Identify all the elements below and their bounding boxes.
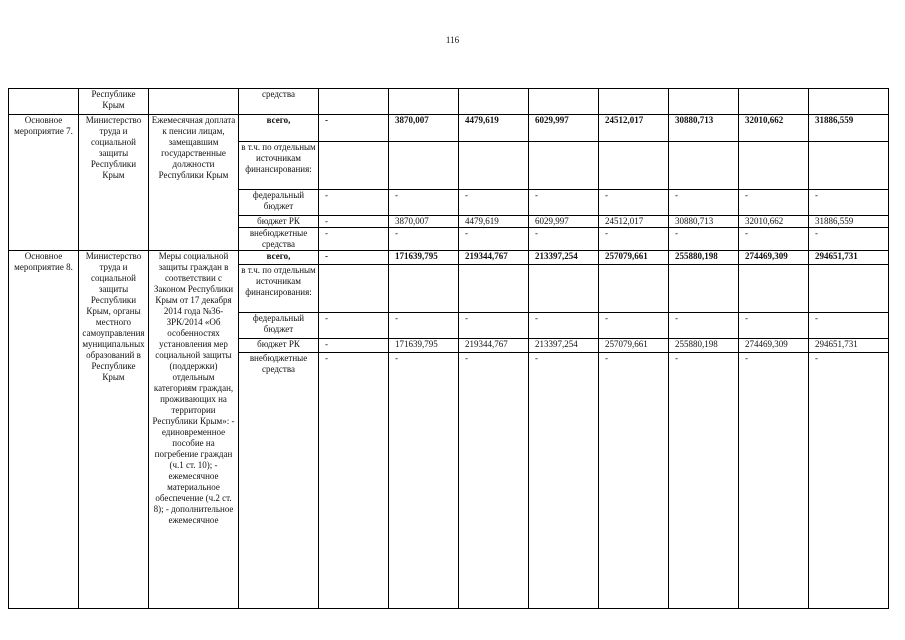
value-cell-dash: - (319, 339, 389, 353)
page-number: 116 (445, 35, 460, 45)
value-cell: - (389, 228, 459, 251)
value-cell: - (389, 190, 459, 216)
value-cell (739, 142, 809, 190)
value-cell-dash: - (319, 313, 389, 339)
event-cell: Основное мероприятие 8. (9, 251, 79, 609)
value-cell: 294651,731 (809, 339, 889, 353)
value-cell: 31886,559 (809, 115, 889, 142)
value-cell: 32010,662 (739, 216, 809, 228)
event-name-cell: Меры социальной защиты граждан в соответствии с Законом Республики Крым от 17 декабря 2014 года №36-ЗРК/2014 «Об особенностях установления мер социальной защиты (поддержки) отдельным категориям граждан, проживающих на территории Республики Крым»: - единовременное пособие на погребение граждан (ч.1 ст. 10); - ежемесячное материальное обеспечение (ч.2 ст. 8); - дополнительное ежемесячное (149, 251, 239, 609)
value-cell-dash: - (319, 216, 389, 228)
value-cell: 274469,309 (739, 339, 809, 353)
value-cell: - (669, 228, 739, 251)
name-cell-continuation (149, 89, 239, 115)
value-cell: - (599, 190, 669, 216)
value-cell-empty (669, 89, 739, 115)
value-cell (809, 142, 889, 190)
value-cell-empty (389, 89, 459, 115)
table-row (9, 251, 889, 265)
value-cell (599, 265, 669, 313)
source-label-cell: в т.ч. по отдельным источникам финансирования: (239, 265, 319, 313)
value-cell: - (529, 228, 599, 251)
value-cell: 274469,309 (739, 251, 809, 265)
value-cell (529, 142, 599, 190)
value-cell (669, 142, 739, 190)
financing-table (8, 88, 889, 609)
value-cell: 6029,997 (529, 216, 599, 228)
source-label-cell: внебюджетные средства (239, 353, 319, 609)
value-cell: 30880,713 (669, 115, 739, 142)
value-cell: 30880,713 (669, 216, 739, 228)
value-cell: 171639,795 (389, 339, 459, 353)
value-cell: - (809, 190, 889, 216)
value-cell (669, 265, 739, 313)
value-cell: - (739, 353, 809, 609)
source-label-cell: бюджет РК (239, 339, 319, 353)
executor-cell: Министерство труда и социальной защиты Республики Крым, органы местного самоуправления муниципальных образований в Республике Крым (79, 251, 149, 609)
table-body (9, 89, 889, 609)
value-cell-dash (319, 142, 389, 190)
event-cell-continuation (9, 89, 79, 115)
value-cell: - (459, 313, 529, 339)
value-cell: - (809, 353, 889, 609)
value-cell: - (529, 313, 599, 339)
value-cell: - (389, 353, 459, 609)
value-cell: 219344,767 (459, 251, 529, 265)
source-label-cell: внебюджетные средства (239, 228, 319, 251)
value-cell: 257079,661 (599, 339, 669, 353)
value-cell: 255880,198 (669, 339, 739, 353)
value-cell-dash: - (319, 251, 389, 265)
event-name-cell: Ежемесячная доплата к пенсии лицам, замещавшим государственные должности Республики Крым (149, 115, 239, 251)
value-cell-empty (809, 89, 889, 115)
value-cell-dash: - (319, 115, 389, 142)
value-cell-empty (529, 89, 599, 115)
value-cell: 4479,619 (459, 115, 529, 142)
value-cell: - (669, 190, 739, 216)
value-cell: - (739, 228, 809, 251)
value-cell: - (669, 313, 739, 339)
value-cell: 24512,017 (599, 216, 669, 228)
source-label-cell: бюджет РК (239, 216, 319, 228)
value-cell: - (739, 313, 809, 339)
value-cell (459, 265, 529, 313)
value-cell: - (599, 353, 669, 609)
value-cell: - (809, 313, 889, 339)
source-label-cell: всего, (239, 115, 319, 142)
source-label-cell: федеральный бюджет (239, 190, 319, 216)
value-cell: 4479,619 (459, 216, 529, 228)
executor-cell-continuation: Республике Крым (79, 89, 149, 115)
value-cell: 219344,767 (459, 339, 529, 353)
event-cell: Основное мероприятие 7. (9, 115, 79, 251)
value-cell (809, 265, 889, 313)
table-row-continuation (9, 89, 889, 115)
value-cell: - (599, 228, 669, 251)
value-cell: 3870,007 (389, 216, 459, 228)
value-cell (389, 142, 459, 190)
source-label-cell: в т.ч. по отдельным источникам финансирования: (239, 142, 319, 190)
value-cell-empty (319, 89, 389, 115)
value-cell: - (599, 313, 669, 339)
value-cell: 24512,017 (599, 115, 669, 142)
value-cell-empty (599, 89, 669, 115)
value-cell: - (529, 190, 599, 216)
value-cell: 255880,198 (669, 251, 739, 265)
table-row (9, 115, 889, 142)
value-cell (599, 142, 669, 190)
value-cell: 213397,254 (529, 339, 599, 353)
value-cell: - (459, 190, 529, 216)
value-cell-empty (459, 89, 529, 115)
source-label-cell: федеральный бюджет (239, 313, 319, 339)
value-cell: - (669, 353, 739, 609)
value-cell (459, 142, 529, 190)
value-cell: - (529, 353, 599, 609)
value-cell: 171639,795 (389, 251, 459, 265)
value-cell: - (459, 353, 529, 609)
value-cell (529, 265, 599, 313)
financing-table-wrapper (8, 88, 888, 612)
value-cell: 257079,661 (599, 251, 669, 265)
value-cell-dash: - (319, 190, 389, 216)
value-cell: 294651,731 (809, 251, 889, 265)
value-cell: 32010,662 (739, 115, 809, 142)
value-cell-dash (319, 265, 389, 313)
value-cell: - (809, 228, 889, 251)
value-cell: 213397,254 (529, 251, 599, 265)
value-cell: - (389, 313, 459, 339)
value-cell: - (739, 190, 809, 216)
source-label-cell: всего, (239, 251, 319, 265)
value-cell (389, 265, 459, 313)
executor-cell: Министерство труда и социальной защиты Республики Крым (79, 115, 149, 251)
value-cell-empty (739, 89, 809, 115)
value-cell: 31886,559 (809, 216, 889, 228)
value-cell: 6029,997 (529, 115, 599, 142)
source-cell-continuation: средства (239, 89, 319, 115)
value-cell-dash: - (319, 228, 389, 251)
value-cell-dash: - (319, 353, 389, 609)
value-cell: 3870,007 (389, 115, 459, 142)
value-cell (739, 265, 809, 313)
value-cell: - (459, 228, 529, 251)
